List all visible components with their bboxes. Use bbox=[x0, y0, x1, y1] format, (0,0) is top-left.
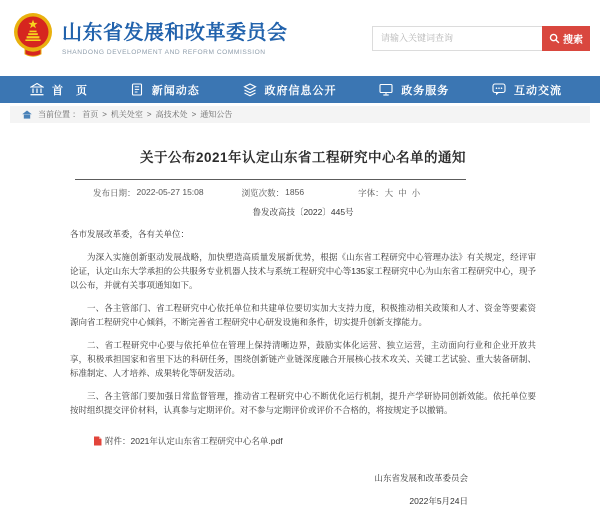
nav-item-label: 互动交流 bbox=[514, 84, 562, 97]
article-body bbox=[70, 227, 536, 417]
search-icon bbox=[549, 33, 560, 44]
chat-icon bbox=[492, 83, 506, 96]
document-number: 鲁发改高技〔2022〕445号 bbox=[252, 207, 354, 217]
nav-item-news[interactable] bbox=[131, 82, 200, 98]
breadcrumb-item-office[interactable]: 高技术处 bbox=[155, 110, 188, 119]
breadcrumb-separator: > bbox=[191, 110, 197, 119]
breadcrumb bbox=[10, 106, 590, 123]
nav-item-interaction[interactable] bbox=[492, 82, 562, 98]
search-button[interactable] bbox=[542, 26, 590, 51]
paragraph: 三、各主管部门要加强日常监督管理，推动省工程研究中心不断优化运行机制，提升产学研协同创新效能。依托单位要按时组织提交评价材料，认真参与定期评价。对不参与定期评价或评价不合格的，将按规定予以撤销。 bbox=[70, 391, 536, 415]
nav-item-label: 新闻动态 bbox=[151, 84, 200, 97]
font-size-medium-button[interactable]: 中 bbox=[398, 188, 407, 198]
attachment-row bbox=[93, 435, 536, 447]
breadcrumb-item-home[interactable]: 首页 bbox=[82, 110, 99, 119]
title-divider bbox=[75, 179, 466, 180]
page-title: 关于公布2021年认定山东省工程研究中心名单的通知 bbox=[139, 150, 467, 165]
paragraph: 二、省工程研究中心要与依托单位在管理上保持清晰边界，鼓励实体化运营、独立运营，主动面向行业和企业开放共享，积极承担国家和省里下达的科研任务，围绕创新链产业链深度融合开展核心技术攻关、关键工艺试验、重大装备研制、标准制定、人才培养、成果转化等研发活动。 bbox=[70, 340, 536, 378]
layers-icon bbox=[243, 83, 257, 97]
search-button-label: 搜索 bbox=[563, 34, 583, 46]
nav-item-services[interactable] bbox=[379, 82, 449, 98]
paragraph: 为深入实施创新驱动发展战略，加快塑造高质量发展新优势，根据《山东省工程研究中心管理办法》有关规定，经评审论证，认定山东大学承担的公共服务专业机器人技术与系统工程研究中心等135家工程研究中心为山东省工程研究中心，现予以公布，并就有关事项通知如下。 bbox=[70, 252, 536, 290]
breadcrumb-item-notices[interactable]: 通知公告 bbox=[200, 110, 233, 119]
building-icon bbox=[30, 83, 44, 96]
view-count: 浏览次数： 1856 bbox=[241, 187, 305, 198]
publish-date: 发布日期： 2022-05-27 15:08 bbox=[93, 187, 204, 198]
signature-date: 2022年5月24日 bbox=[409, 496, 468, 506]
font-size-small-button[interactable]: 小 bbox=[411, 188, 421, 198]
monitor-icon bbox=[379, 83, 393, 96]
font-size-control: 字体： 大 中 小 bbox=[358, 188, 421, 198]
site-title: 山东省发展和改革委员会 bbox=[62, 21, 288, 44]
nav-item-label: 政务服务 bbox=[401, 84, 450, 97]
nav-item-label: 政府信息公开 bbox=[264, 84, 337, 97]
paragraph: 一、各主管部门、省工程研究中心依托单位和共建单位要切实加大支持力度，积极推动相关政策和人才、资金等要素资源向省工程研究中心倾斜，不断完善省工程研究中心研发设施和条件，切实提升创新支撑能力。 bbox=[70, 303, 536, 327]
main-nav bbox=[0, 76, 600, 103]
site-logo bbox=[13, 12, 288, 65]
breadcrumb-item-dept[interactable]: 机关处室 bbox=[110, 110, 143, 119]
search-input[interactable] bbox=[372, 26, 542, 51]
pdf-icon bbox=[93, 436, 102, 446]
breadcrumb-prefix: 当前位置 ： bbox=[38, 110, 81, 119]
article bbox=[0, 123, 600, 508]
font-size-large-button[interactable]: 大 bbox=[384, 188, 394, 198]
news-icon bbox=[131, 83, 144, 96]
site-subtitle: SHANDONG DEVELOPMENT AND REFORM COMMISSION bbox=[62, 48, 266, 56]
signature-block bbox=[70, 471, 536, 508]
site-header bbox=[0, 0, 600, 76]
national-emblem-icon bbox=[13, 12, 53, 65]
nav-item-gov-info[interactable] bbox=[243, 82, 337, 98]
article-meta bbox=[93, 187, 536, 199]
salutation: 各市发展改革委，各有关单位： bbox=[70, 229, 190, 239]
signature-org: 山东省发展和改革委员会 bbox=[374, 473, 468, 483]
attachment-link[interactable]: 附件：2021年认定山东省工程研究中心名单.pdf bbox=[105, 436, 283, 446]
breadcrumb-separator: > bbox=[102, 110, 107, 119]
breadcrumb-separator: > bbox=[146, 110, 152, 119]
home-icon bbox=[22, 110, 32, 119]
nav-item-home[interactable] bbox=[30, 82, 88, 98]
search-bar bbox=[372, 26, 590, 51]
nav-item-label: 首 页 bbox=[52, 84, 88, 97]
